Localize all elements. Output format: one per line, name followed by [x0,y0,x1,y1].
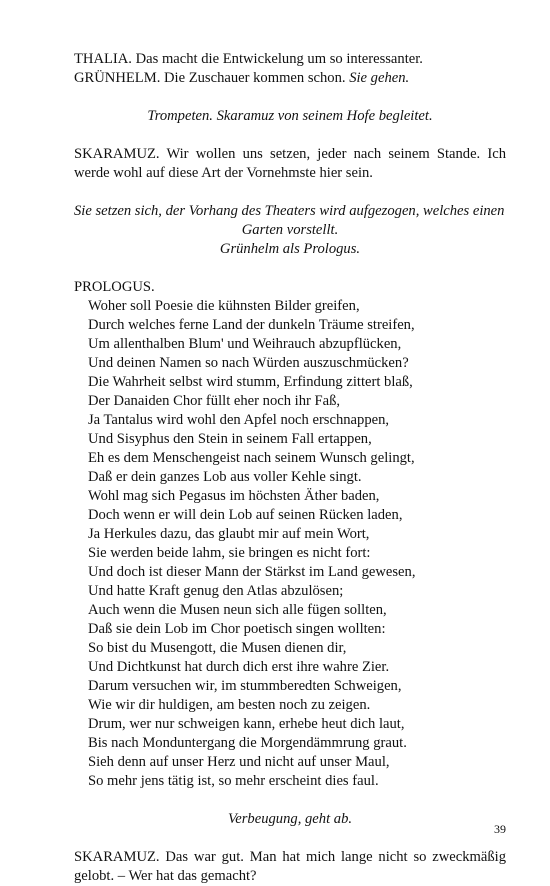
verse-line: Darum versuchen wir, im stummberedten Schweigen, [88,678,402,694]
verse-line: Und hatte Kraft genug den Atlas abzulösen; [88,583,344,599]
stage-direction-curtain-line-3: Grünhelm als Prologus. [219,241,361,257]
stage-direction-bow: Verbeugung, geht ab. [227,811,353,827]
verse-line: Auch wenn die Musen neun sich alle fügen sollten, [88,602,387,618]
gruenhelm-line [74,69,506,88]
stage-direction-curtain-line-1: Sie setzen sich, der Vorhang des Theaters wird aufgezogen, welches einen [74,203,505,219]
prologus-speaker: PROLOGUS. [74,279,155,295]
verse-line: Der Danaiden Chor füllt eher noch ihr Faß, [88,393,341,409]
verse-line: Drum, wer nur schweigen kann, erhebe heut dich laut, [88,716,405,732]
verse-line: So bist du Musengott, die Musen dienen dir, [88,640,347,656]
prologus-verse [74,297,506,791]
verse-line: Doch wenn er will dein Lob auf seinen Rücken laden, [88,507,403,523]
verse-line: Und deinen Namen so nach Würden auszuschmücken? [88,355,409,371]
verse-line: Und Dichtkunst hat durch dich erst ihre wahre Zier. [88,659,390,675]
verse-line: Woher soll Poesie die kühnsten Bilder greifen, [88,298,360,314]
verse-line: Daß sie dein Lob im Chor poetisch singen wollten: [88,621,386,637]
verse-line: Ja Tantalus wird wohl den Apfel noch erschnappen, [88,412,390,428]
verse-line: Ja Herkules dazu, das glaubt mir auf mein Wort, [88,526,370,542]
verse-line: So mehr jens tätig ist, so mehr erscheint dies faul. [88,773,379,789]
verse-line: Und doch ist dieser Mann der Stärkst im Land gewesen, [88,564,416,580]
page-number: 39 [494,822,506,836]
verse-line: Wie wir dir huldigen, am besten noch zu zeigen. [88,697,371,713]
verse-line: Sie werden beide lahm, sie bringen es nicht fort: [88,545,371,561]
stage-direction-exit: Sie gehen. [349,70,410,86]
book-page [74,50,506,886]
verse-line: Die Wahrheit selbst wird stumm, Erfindung zittert blaß, [88,374,413,390]
verse-line: Daß er dein ganzes Lob aus voller Kehle singt. [88,469,362,485]
verse-line: Und Sisyphus den Stein in seinem Fall ertappen, [88,431,372,447]
verse-line: Durch welches ferne Land der dunkeln Träume streifen, [88,317,415,333]
stage-direction-curtain [74,202,506,259]
verse-line: Eh es dem Menschengeist nach seinem Wunsch gelingt, [88,450,415,466]
gruenhelm-text: GRÜNHELM. Die Zuschauer kommen schon. [74,70,350,86]
stage-direction-curtain-line-2: Garten vorstellt. [241,222,339,238]
stage-direction-trumpets: Trompeten. Skaramuz von seinem Hofe begleitet. [147,108,433,124]
skaramuz-speech-2: SKARAMUZ. Das war gut. Man hat mich lange nicht so zweckmäßig gelobt. – Wer hat das gemacht? [74,849,506,884]
skaramuz-speech-1: SKARAMUZ. Wir wollen uns setzen, jeder nach seinem Stande. Ich werde wohl auf diese Art der Vornehmste hier sein. [74,146,506,181]
thalia-line: THALIA. Das macht die Entwickelung um so interessanter. [74,51,423,67]
verse-line: Um allenthalben Blum' und Weihrauch abzupflücken, [88,336,402,352]
verse-line: Bis nach Monduntergang die Morgendämmrung graut. [88,735,407,751]
verse-line: Sieh denn auf unser Herz und nicht auf unser Maul, [88,754,390,770]
verse-line: Wohl mag sich Pegasus im höchsten Äther baden, [88,488,380,504]
